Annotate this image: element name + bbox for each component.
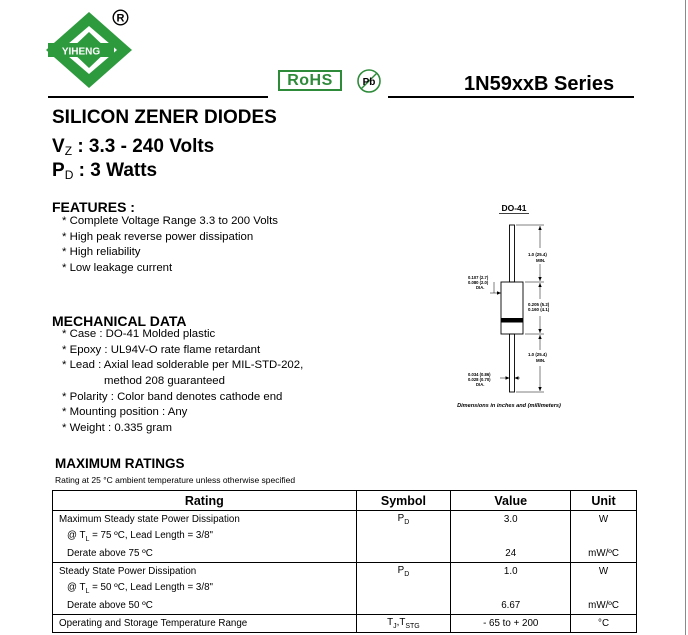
lead-free-icon <box>356 68 382 94</box>
table-row <box>53 615 637 633</box>
list-item: * Lead : Axial lead solderable per MIL-STD-202, <box>62 359 304 372</box>
logo-text: YIHENG <box>61 46 101 58</box>
package-label: DO-41 <box>501 203 527 213</box>
ratings-note: Rating at 25 °C ambient temperature unless otherwise specified <box>55 475 296 485</box>
rating-cell: Maximum Steady state Power Dissipation <box>53 511 357 529</box>
max-ratings-heading: MAXIMUM RATINGS <box>55 456 185 471</box>
rating-cell: Derate above 75 ºC <box>53 545 357 563</box>
svg-text:0.107 (2.7): 0.107 (2.7) <box>468 275 489 280</box>
cathode-band <box>501 318 523 323</box>
list-item: * Case : DO-41 Molded plastic <box>62 328 216 340</box>
product-title: SILICON ZENER DIODES <box>52 107 277 128</box>
header-rule-right <box>388 96 634 98</box>
power-spec: $P_D$ : 3 Watts <box>52 160 158 182</box>
rating-cell: @ $T_L = 50$ ºC, Lead Length = 3/8" <box>53 580 357 597</box>
features-heading: FEATURES : <box>52 199 135 215</box>
list-item: * High reliability <box>62 246 141 259</box>
list-item: * Polarity : Color band denotes cathode end <box>62 390 283 403</box>
value-cell <box>451 580 571 597</box>
table-row <box>53 511 637 529</box>
symbol-cell: $T_J,T_{STG}$ <box>356 615 451 633</box>
rating-cell: Operating and Storage Temperature Range <box>53 615 357 633</box>
svg-text:1.0 (25.4): 1.0 (25.4) <box>528 252 547 257</box>
svg-text:MIN.: MIN. <box>536 258 546 263</box>
symbol-cell <box>356 545 451 563</box>
unit-cell <box>571 528 637 545</box>
list-item: * Weight : 0.335 gram <box>62 422 172 435</box>
symbol-cell: $P_D$ <box>356 563 451 581</box>
svg-text:0.028 (0.70): 0.028 (0.70) <box>468 377 491 382</box>
list-item: * High peak reverse power dissipation <box>62 230 254 243</box>
symbol-cell: $P_D$ <box>356 511 451 529</box>
voltage-spec: $V_Z$ : 3.3 - 240 Volts <box>52 136 215 158</box>
list-item: * Low leakage current <box>62 262 173 275</box>
value-cell: 1.0 <box>451 563 571 581</box>
unit-cell: mW/ºC <box>571 545 637 563</box>
rating-cell: @ $T_L = 75$ ºC, Lead Length = 3/8" <box>53 528 357 545</box>
col-header-symbol: Symbol <box>356 491 451 511</box>
symbol-cell <box>356 528 451 545</box>
mechanical-heading: MECHANICAL DATA <box>52 313 187 329</box>
svg-text:Pb: Pb <box>362 77 376 88</box>
svg-text:R: R <box>116 12 125 25</box>
rohs-badge: RoHS <box>278 70 342 91</box>
symbol-cell <box>356 597 451 615</box>
svg-text:1.0 (25.4): 1.0 (25.4) <box>528 352 547 357</box>
unit-cell: °C <box>571 615 637 633</box>
svg-text:DIA.: DIA. <box>476 285 485 290</box>
rating-cell: Steady State Power Dissipation <box>53 563 357 581</box>
top-lead <box>510 225 515 282</box>
features-list <box>62 214 278 277</box>
value-cell <box>451 528 571 545</box>
mechanical-list <box>62 327 303 437</box>
symbol-cell <box>356 580 451 597</box>
unit-cell <box>571 580 637 597</box>
list-item: * Epoxy : UL94V-O rate flame retardant <box>62 343 261 356</box>
table-header-row <box>53 491 637 511</box>
unit-cell: W <box>571 563 637 581</box>
svg-text:0.080 (2.0): 0.080 (2.0) <box>468 280 489 285</box>
unit-cell: mW/ºC <box>571 597 637 615</box>
svg-text:0.205 (5.2): 0.205 (5.2) <box>528 302 550 307</box>
do41-package-diagram <box>452 200 576 416</box>
value-cell: 24 <box>451 545 571 563</box>
table-row <box>53 545 637 563</box>
table-row <box>53 597 637 615</box>
svg-text:MIN.: MIN. <box>536 358 546 363</box>
list-item: * Complete Voltage Range 3.3 to 200 Volts <box>62 215 278 227</box>
bottom-lead <box>510 334 515 392</box>
svg-text:0.160 (4.1): 0.160 (4.1) <box>528 307 550 312</box>
col-header-unit: Unit <box>571 491 637 511</box>
list-item: * Mounting position : Any <box>62 406 188 419</box>
diagram-caption: Dimensions in inches and (millimeters) <box>457 403 561 409</box>
svg-text:DIA.: DIA. <box>476 382 485 387</box>
value-cell: - 65 to + 200 <box>451 615 571 633</box>
unit-cell: W <box>571 511 637 529</box>
table-row <box>53 528 637 545</box>
value-cell: 6.67 <box>451 597 571 615</box>
series-title: 1N59xxB Series <box>464 73 615 95</box>
svg-text:0.034 (0.86): 0.034 (0.86) <box>468 372 491 377</box>
rating-cell: Derate above 50 ºC <box>53 597 357 615</box>
col-header-rating: Rating <box>53 491 357 511</box>
table-row <box>53 580 637 597</box>
header-rule-left <box>48 96 268 98</box>
col-header-value: Value <box>451 491 571 511</box>
value-cell: 3.0 <box>451 511 571 529</box>
diode-body <box>501 282 523 334</box>
registered-mark-icon <box>112 9 129 26</box>
max-ratings-table <box>52 490 637 633</box>
page-border <box>685 0 686 635</box>
table-row <box>53 563 637 581</box>
list-item: method 208 guaranteed <box>104 375 225 388</box>
